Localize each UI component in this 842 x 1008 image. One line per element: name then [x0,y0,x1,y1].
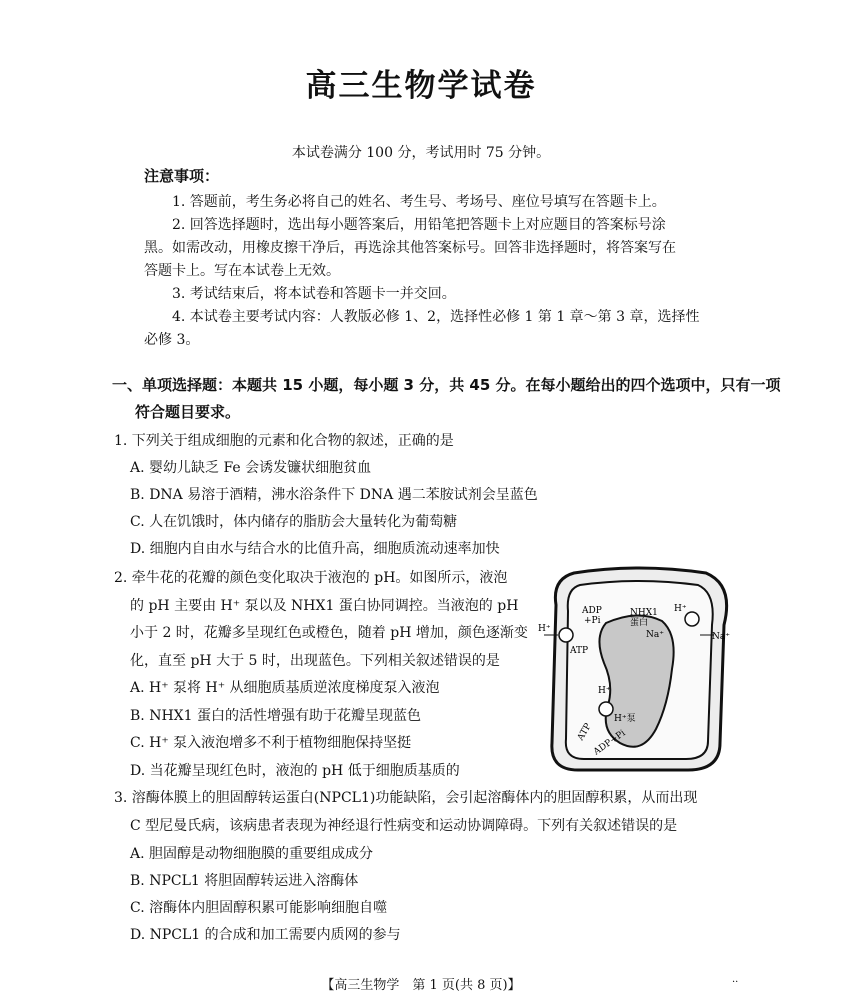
na-label-outer: Na⁺ [712,632,730,642]
notice-line-4: 答题卡上。写在本试卷上无效。 [144,263,340,279]
q3-stem-1: 3. 溶酶体膜上的胆固醇转运蛋白(NPCL1)功能缺陷，会引起溶酶体内的胆固醇积累，从而出现 [114,790,698,806]
q3-option-a: A. 胆固醇是动物细胞膜的重要组成成分 [130,846,374,862]
membrane-h-pump [559,628,573,642]
q2-option-d: D. 当花瓣呈现红色时，液泡的 pH 低于细胞质基质的 [130,763,460,779]
plant-cell-diagram [538,565,738,775]
nhx1-transporter [685,612,699,626]
q2-stem-2: 的 pH 主要由 H⁺ 泵以及 NHX1 蛋白协同调控。当液泡的 pH [130,598,519,614]
pi-label: +Pi [584,616,601,626]
adp-label: ADP [582,606,602,616]
section-heading-cont: 符合题目要求。 [135,403,241,421]
q1-option-c: C. 人在饥饿时，体内储存的脂肪会大量转化为葡萄糖 [130,514,458,530]
q2-stem-3: 小于 2 时，花瓣多呈现红色或橙色，随着 pH 增加，颜色逐渐变 [130,625,528,641]
h-label-nhx1: H⁺ [674,604,687,614]
q1-option-a: A. 婴幼儿缺乏 Fe 会诱发镰状细胞贫血 [130,460,372,476]
page-footer: 【高三生物学 第 1 页(共 8 页)】 [321,978,521,993]
notice-line-3: 黑。如需改动，用橡皮擦干净后，再选涂其他答案标号。回答非选择题时，将答案写在 [144,240,676,256]
notice-heading: 注意事项： [144,167,220,185]
q2-option-a: A. H⁺ 泵将 H⁺ 从细胞质基质逆浓度梯度泵入液泡 [130,680,440,696]
q2-stem-4: 化，直至 pH 大于 5 时，出现蓝色。下列相关叙述错误的是 [130,653,500,669]
exam-info: 本试卷满分 100 分，考试用时 75 分钟。 [291,145,551,161]
q3-option-d: D. NPCL1 的合成和加工需要内质网的参与 [130,927,401,943]
na-label-inner: Na⁺ [646,630,664,640]
page-title: 高三生物学试卷 [305,68,537,104]
pump-label: H⁺泵 [614,714,636,724]
tonoplast-h-pump [599,702,613,716]
q3-option-c: C. 溶酶体内胆固醇积累可能影响细胞自噬 [130,900,388,916]
notice-line-5: 3. 考试结束后，将本试卷和答题卡一并交回。 [172,286,456,302]
notice-line-1: 1. 答题前，考生务必将自己的姓名、考生号、考场号、座位号填写在答题卡上。 [172,194,666,210]
notice-line-2: 2. 回答选择题时，选出每小题答案后，用铅笔把答题卡上对应题目的答案标号涂 [172,217,666,233]
q1-option-d: D. 细胞内自由水与结合水的比值升高，细胞质流动速率加快 [130,541,500,557]
protein-label: 蛋白 [630,618,649,628]
adp-pi-label: ADP+Pi [591,728,628,758]
section-heading: 一、单项选择题：本题共 15 小题，每小题 3 分，共 45 分。在每小题给出的四个选项中，只有一项 [112,376,781,394]
q3-option-b: B. NPCL1 将胆固醇转运进入溶酶体 [130,873,359,889]
q1-option-b: B. DNA 易溶于酒精，沸水浴条件下 DNA 遇二苯胺试剂会呈蓝色 [130,487,538,503]
atp-label-top: ATP [570,646,589,656]
notice-line-7: 必修 3。 [144,332,200,348]
q1-stem: 1. 下列关于组成细胞的元素和化合物的叙述，正确的是 [114,433,454,449]
nhx1-label: NHX1 [630,608,658,618]
q2-option-b: B. NHX1 蛋白的活性增强有助于花瓣呈现蓝色 [130,708,421,724]
q3-stem-2: C 型尼曼氏病，该病患者表现为神经退行性病变和运动协调障碍。下列有关叙述错误的是 [130,818,678,834]
atp-label-bottom: ATP [575,721,594,743]
corner-mark: ·· [732,977,739,988]
notice-line-6: 4. 本试卷主要考试内容：人教版必修 1、2，选择性必修 1 第 1 章～第 3 章，选择性 [172,309,700,325]
q2-stem-1: 2. 牵牛花的花瓣的颜色变化取决于液泡的 pH。如图所示，液泡 [114,570,508,586]
h-label-vacuole: H⁺ [598,686,611,696]
h-label-left: H⁺ [538,624,551,634]
q2-option-c: C. H⁺ 泵入液泡增多不利于植物细胞保持坚挺 [130,735,412,751]
